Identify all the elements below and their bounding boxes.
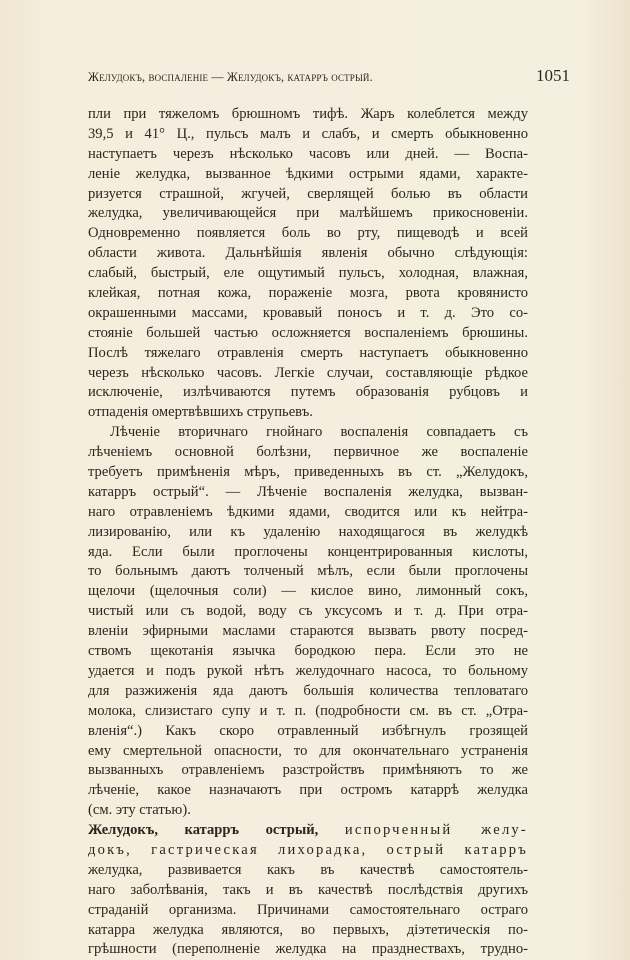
text-line: ризуется страшной, жгучей, сверлящей болью въ области [88,185,528,202]
text-line: докъ, гастрическая лихорадка, острый катарръ [88,841,528,858]
text-line: ствомъ щекотанія язычка бородкою пера. Если это не [88,643,528,660]
text-line: слабый, быстрый, еле ощутимый пульсъ, холодная, влажная, [88,265,528,282]
text-line: наго отравленіемъ ѣдкими ядами, сводится или къ нейтра- [88,503,528,520]
text-line: вызванныхъ отравленіемъ разстройствъ примѣняютъ то же [88,762,528,779]
text-line: для разжиженія яда даютъ большія количества тепловатаго [88,682,528,699]
text-line: Лѣченіе вторичнаго гнойнаго воспаленія совпадаетъ съ [110,424,528,441]
text-line: желудка, развивается какъ въ качествѣ самостоятель- [88,861,528,878]
text-line: леніе желудка, вызванное ѣдкими острыми ядами, характе- [88,165,528,182]
text-line: вленія“.) Какъ скоро отравленный избѣгнулъ грозящей [88,722,528,739]
text-line: молока, слизистаго супу и т. п. (подробности см. въ ст. „Отра- [88,702,528,719]
text-line: лизированію, или къ удаленію находящагося въ желудкѣ [88,523,528,540]
text-line: отпаденія омертвѣвшихъ струпьевъ. [88,404,313,421]
text-line: 39,5 и 41° Ц., пульсъ малъ и слабъ, и смерть обыкновенно [88,125,528,142]
text-line: Одновременно появляется боль во рту, пищеводѣ и всей [88,225,528,242]
text-line: черезъ нѣсколько часовъ. Легкіе случаи, составляющіе рѣдкое [88,364,528,381]
text-line: Послѣ тяжелаго отравленія смерть наступаетъ обыкновенно [88,344,528,361]
text-line: лѣченіе, какое назначаютъ при остромъ катаррѣ желудка [88,782,528,799]
text-line: яда. Если были проглочены концентрированныя кислоты, [88,543,528,560]
text-line: области живота. Дальнѣйшія явленія обычно слѣдующія: [88,245,528,262]
text-line: стояніе большей частью осложняется воспаленіемъ брюшины. [88,324,528,341]
text-line: катарра желудка являются, во первыхъ, діэтетическія по- [88,921,528,938]
text-line: наго заболѣванія, такъ и въ качествѣ послѣдствія другихъ [88,881,528,898]
text-line: грѣшности (переполненіе желудка на празднествахъ, трудно- [88,941,528,958]
text-line: удается и подъ рукой нѣтъ желудочнаго насоса, то больному [88,662,528,679]
text-line: желудка, увеличивающейся при малѣйшемъ прикосновеніи. [88,205,528,222]
text-line: клейкая, потная кожа, пораженіе мозга, рвота кровянисто [88,285,528,302]
text-line: наступаетъ черезъ нѣсколько часовъ или дней. — Воспа- [88,145,528,162]
text-line: лѣченіемъ основной болѣзни, первичное же воспаленіе [88,444,528,461]
running-head [88,66,570,88]
text-line: исключеніе, излѣчиваются путемъ образованія рубцовъ и [88,384,528,401]
text-line: страданій организма. Причинами самостоятельнаго остраго [88,901,528,918]
text-line: вленіи эфирными маслами стараются вызвать рвоту посред- [88,623,528,640]
text-line: пли при тяжеломъ брюшномъ тифѣ. Жаръ колеблется между [88,106,528,122]
text-line: то больнымъ даютъ толченый мѣлъ, если были проглочены [88,563,528,580]
entry-heading-line [88,821,528,841]
text-line: требуетъ примѣненія мѣръ, приведенныхъ въ ст. „Желудокъ, [88,464,528,481]
entry-first-line-text: испорченный желу- [344,822,528,839]
text-line: чистый или съ водой, воду съ уксусомъ и т. д. При отра- [88,603,528,620]
page-number: 1051 [536,66,570,85]
entry-headword: Желудокъ, катарръ острый, [88,822,319,839]
text-line: (см. эту статью). [88,802,191,819]
text-line: щелочи (щелочныя соли) — кислое вино, лимонный сокъ, [88,583,528,600]
running-head-title: Желудокъ, воспаленіе — Желудокъ, катарръ острый. [88,70,373,84]
text-line: катарръ острый“. — Лѣченіе воспаленія желудка, вызван- [88,483,528,500]
article-text [88,105,528,960]
text-line: ему смертельной опасности, то для окончательнаго устраненія [88,742,528,759]
text-line: окрашенными массами, кровавый поносъ и т. д. Это со- [88,304,528,321]
